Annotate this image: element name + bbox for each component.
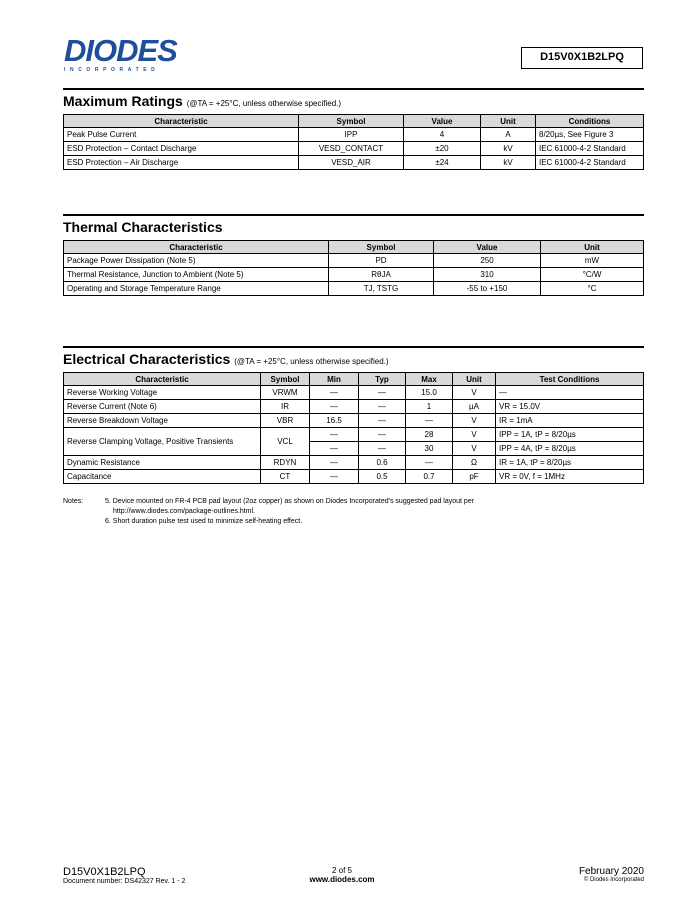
- cell-unit: pF: [453, 470, 496, 484]
- diodes-logo: [64, 33, 177, 73]
- section-rule: [63, 346, 644, 348]
- electrical-table: [63, 372, 644, 484]
- footer-part-number: D15V0X1B2LPQ: [63, 866, 146, 878]
- cell-characteristic: Peak Pulse Current: [64, 128, 299, 142]
- note-6: 6. Short duration pulse test used to minimize self-heating effect.: [105, 518, 303, 525]
- table-row: [64, 414, 644, 428]
- thermal-table: [63, 240, 644, 296]
- col-header: Unit: [481, 115, 536, 128]
- col-header: Characteristic: [64, 373, 261, 386]
- cell-typ: —: [359, 386, 406, 400]
- table-row: [64, 128, 644, 142]
- col-header: Unit: [453, 373, 496, 386]
- cell-unit: A: [481, 128, 536, 142]
- cell-test-conditions: —: [496, 386, 644, 400]
- col-header: Test Conditions: [496, 373, 644, 386]
- notes-block: [63, 497, 644, 527]
- cell-symbol: VRWM: [261, 386, 310, 400]
- cell-symbol: RθJA: [329, 268, 434, 282]
- section-rule: [63, 214, 644, 216]
- cell-symbol: VESD_CONTACT: [299, 142, 404, 156]
- thermal-section: [63, 214, 644, 296]
- cell-min: —: [310, 386, 359, 400]
- cell-symbol: TJ, TSTG: [329, 282, 434, 296]
- section-title: [63, 350, 644, 368]
- cell-unit: V: [453, 386, 496, 400]
- cell-max: 0.7: [406, 470, 453, 484]
- note-5: 5. Device mounted on FR-4 PCB pad layout (2oz copper) as shown on Diodes Incorporated's suggested pad layout per: [105, 498, 475, 505]
- cell-unit: V: [453, 414, 496, 428]
- col-header: Characteristic: [64, 241, 329, 254]
- cell-unit: °C: [541, 282, 644, 296]
- cell-typ: —: [359, 428, 406, 442]
- cell-conditions: 8/20µs, See Figure 3: [536, 128, 644, 142]
- cell-conditions: IEC 61000-4-2 Standard: [536, 156, 644, 170]
- cell-characteristic: Reverse Breakdown Voltage: [64, 414, 261, 428]
- cell-characteristic: Capacitance: [64, 470, 261, 484]
- cell-characteristic: Reverse Clamping Voltage, Positive Transients: [64, 428, 261, 456]
- table-row: [64, 428, 644, 442]
- footer-page-number: 2 of 5: [331, 866, 352, 875]
- cell-characteristic: Reverse Working Voltage: [64, 386, 261, 400]
- cell-value: ±20: [404, 142, 481, 156]
- cell-test-conditions: IPP = 1A, tP = 8/20µs: [496, 428, 644, 442]
- table-row: [64, 386, 644, 400]
- cell-test-conditions: VR = 15.0V: [496, 400, 644, 414]
- cell-symbol: RDYN: [261, 456, 310, 470]
- table-row: [64, 156, 644, 170]
- footer-date: February 2020: [578, 866, 644, 877]
- part-number-box: D15V0X1B2LPQ: [521, 47, 643, 69]
- logo-subtitle: INCORPORATED: [64, 67, 160, 73]
- cell-test-conditions: IR = 1mA: [496, 414, 644, 428]
- thermal-title: Thermal Characteristics: [63, 219, 223, 235]
- cell-typ: 0.6: [359, 456, 406, 470]
- electrical-title: Electrical Characteristics: [63, 351, 231, 367]
- max-ratings-condition: (@TA = +25°C, unless otherwise specified.): [186, 99, 342, 108]
- cell-min: 16.5: [310, 414, 359, 428]
- table-row: [64, 400, 644, 414]
- cell-unit: V: [453, 442, 496, 456]
- footer-website-link[interactable]: www.diodes.com: [309, 875, 375, 884]
- cell-value: ±24: [404, 156, 481, 170]
- footer-copyright: © Diodes Incorporated: [583, 877, 644, 883]
- cell-symbol: IR: [261, 400, 310, 414]
- cell-typ: 0.5: [359, 470, 406, 484]
- cell-characteristic: Dynamic Resistance: [64, 456, 261, 470]
- footer-left: [63, 866, 185, 885]
- cell-conditions: IEC 61000-4-2 Standard: [536, 142, 644, 156]
- table-row: [64, 282, 644, 296]
- section-rule: [63, 88, 644, 90]
- cell-symbol: VESD_AIR: [299, 156, 404, 170]
- col-header: Conditions: [536, 115, 644, 128]
- section-title: [63, 92, 644, 110]
- table-row: [64, 254, 644, 268]
- col-header: Value: [434, 241, 541, 254]
- max-ratings-table: [63, 114, 644, 170]
- cell-characteristic: ESD Protection – Air Discharge: [64, 156, 299, 170]
- cell-value: 250: [434, 254, 541, 268]
- footer-doc-number: Document number: DS42327 Rev. 1 - 2: [63, 878, 186, 885]
- table-row: [64, 456, 644, 470]
- electrical-condition: (@TA = +25°C, unless otherwise specified.): [234, 357, 389, 366]
- cell-characteristic: Thermal Resistance, Junction to Ambient (Note 5): [64, 268, 329, 282]
- cell-typ: —: [359, 442, 406, 456]
- cell-value: 310: [434, 268, 541, 282]
- cell-test-conditions: IR = 1A, tP = 8/20µs: [496, 456, 644, 470]
- note-5-link[interactable]: http://www.diodes.com/package-outlines.html.: [113, 508, 256, 515]
- max-ratings-title: Maximum Ratings: [63, 93, 183, 109]
- col-header: Symbol: [329, 241, 434, 254]
- cell-max: —: [406, 414, 453, 428]
- col-header: Typ: [359, 373, 406, 386]
- cell-max: —: [406, 456, 453, 470]
- table-row: [64, 470, 644, 484]
- col-header: Characteristic: [64, 115, 299, 128]
- col-header: Min: [310, 373, 359, 386]
- table-header-row: [64, 115, 644, 128]
- cell-unit: kV: [481, 142, 536, 156]
- cell-symbol: PD: [329, 254, 434, 268]
- cell-max: 30: [406, 442, 453, 456]
- cell-symbol: CT: [261, 470, 310, 484]
- notes-label: Notes:: [63, 498, 84, 505]
- cell-unit: °C/W: [541, 268, 644, 282]
- cell-min: —: [310, 442, 359, 456]
- cell-value: -55 to +150: [434, 282, 541, 296]
- cell-characteristic: Package Power Dissipation (Note 5): [64, 254, 329, 268]
- cell-unit: Ω: [453, 456, 496, 470]
- cell-test-conditions: VR = 0V, f = 1MHz: [496, 470, 644, 484]
- table-row: [64, 268, 644, 282]
- cell-unit: µA: [453, 400, 496, 414]
- cell-unit: mW: [541, 254, 644, 268]
- cell-characteristic: Operating and Storage Temperature Range: [64, 282, 329, 296]
- table-header-row: [64, 373, 644, 386]
- cell-unit: V: [453, 428, 496, 442]
- cell-characteristic: Reverse Current (Note 6): [64, 400, 261, 414]
- footer-right: [579, 866, 644, 883]
- col-header: Symbol: [299, 115, 404, 128]
- cell-test-conditions: IPP = 4A, tP = 8/20µs: [496, 442, 644, 456]
- cell-value: 4: [404, 128, 481, 142]
- electrical-section: [63, 346, 644, 484]
- cell-max: 28: [406, 428, 453, 442]
- cell-symbol: IPP: [299, 128, 404, 142]
- cell-max: 1: [406, 400, 453, 414]
- cell-typ: —: [359, 400, 406, 414]
- cell-typ: —: [359, 414, 406, 428]
- table-row: [64, 142, 644, 156]
- cell-characteristic: ESD Protection – Contact Discharge: [64, 142, 299, 156]
- cell-symbol: VCL: [261, 428, 310, 456]
- col-header: Unit: [541, 241, 644, 254]
- cell-min: —: [310, 456, 359, 470]
- col-header: Value: [404, 115, 481, 128]
- col-header: Symbol: [261, 373, 310, 386]
- cell-min: —: [310, 428, 359, 442]
- col-header: Max: [406, 373, 453, 386]
- cell-min: —: [310, 470, 359, 484]
- logo-word: DIODES: [64, 33, 177, 68]
- cell-unit: kV: [481, 156, 536, 170]
- cell-symbol: VBR: [261, 414, 310, 428]
- cell-min: —: [310, 400, 359, 414]
- max-ratings-section: [63, 88, 644, 170]
- footer-center: [292, 866, 392, 884]
- cell-max: 15.0: [406, 386, 453, 400]
- table-header-row: [64, 241, 644, 254]
